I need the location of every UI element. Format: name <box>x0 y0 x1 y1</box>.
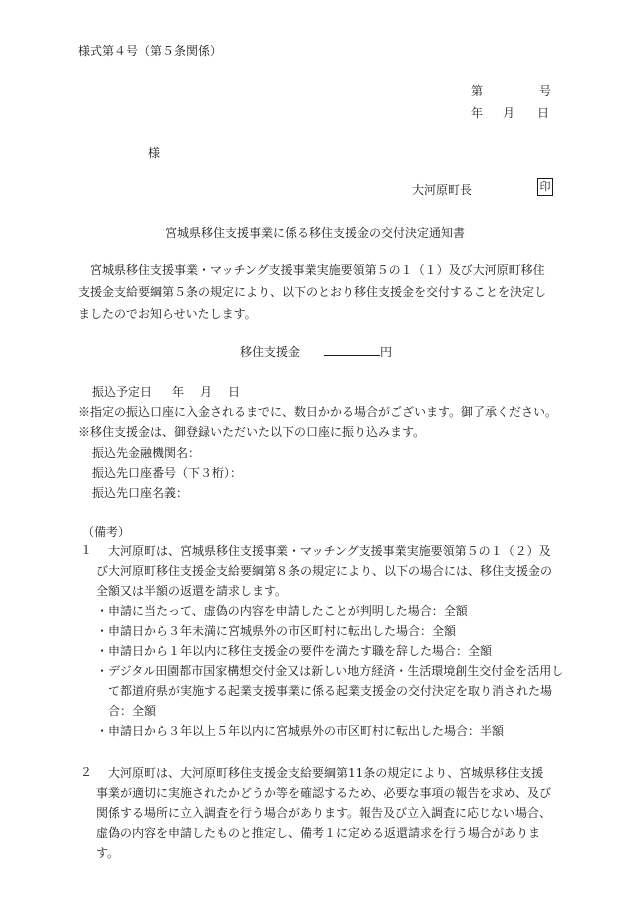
remark-1-bullet: ・申請日から３年以上５年以内に宮城県外の市区町村に転出した場合：半額 <box>96 724 505 738</box>
date-month: 月 <box>503 106 516 120</box>
amount-row <box>240 343 392 360</box>
sender-name: 大河原町長 <box>412 183 473 197</box>
account-number-field: 振込先口座番号（下３桁）： <box>92 466 243 480</box>
amount-blank <box>324 343 380 356</box>
date-day: 日 <box>537 106 550 120</box>
transfer-note-2: ※移住支援金は、御登録いただいた以下の口座に振り込みます。 <box>78 425 426 439</box>
remark-1-number: １ <box>80 543 93 557</box>
remark-2-number: ２ <box>80 765 93 779</box>
form-number: 様式第４号（第５条関係） <box>78 44 223 58</box>
transfer-date-row <box>92 383 240 400</box>
remark-1-bullet: ・申請に当たって、虚偽の内容を申請したことが判明した場合：全額 <box>96 604 468 618</box>
document-date <box>471 104 549 121</box>
transfer-year: 年 <box>172 385 185 399</box>
remark-1-bullet: ・デジタル田園都市国家構想交付金又は新しい地方経済・生活環境創生交付金を活用して都道府県が実施する起業支援事業に係る起業支援金の交付決定を取り消された場合：全額 <box>96 664 564 718</box>
remark-1-bullet: ・申請日から３年未満に宮城県外の市区町村に転出した場合：全額 <box>96 624 457 638</box>
body-paragraph: 宮城県移住支援事業・マッチング支援事業実施要領第５の１（１）及び大河原町移住支援金支給要綱第５条の規定により、以下のとおり移住支援金を交付することを決定しましたのでお知らせいたします。 <box>78 263 547 321</box>
bank-name-field: 振込先金融機関名： <box>92 446 201 460</box>
amount-label: 移住支援金 <box>240 345 301 359</box>
transfer-day: 日 <box>228 385 241 399</box>
document-number <box>471 82 551 99</box>
remarks-heading: （備考） <box>82 525 131 539</box>
remark-1-text: 大河原町は、宮城県移住支援事業・マッチング支援事業実施要領第５の１（２）及び大河原町移住支援金支給要綱第８条の規定により、以下の場合には、移住支援金の全額又は半額の返還を請求します。 <box>96 544 553 598</box>
transfer-note-1: ※指定の振込口座に入金されるまでに、数日かかる場合がございます。御了承ください。 <box>78 405 558 419</box>
number-suffix: 号 <box>539 84 552 98</box>
date-year: 年 <box>471 106 484 120</box>
transfer-month: 月 <box>200 385 213 399</box>
addressee: 様 <box>148 146 161 160</box>
seal-box: 印 <box>537 178 553 196</box>
transfer-date-label: 振込予定日 <box>92 385 153 399</box>
number-label: 第 <box>471 84 484 98</box>
remark-2-text: 大河原町は、大河原町移住支援金支給要綱第11条の規定により、宮城県移住支援事業が適切に実施されたかどうか等を確認するため、必要な事項の報告を求め、及び関係する場所に立入調査を行う場合があります。報告及び立入調査に応じない場合、虚偽の内容を申請したものと推定し、備考１に定める返還請求を行う場合があります。 <box>96 766 552 860</box>
notice-title: 宮城県移住支援事業に係る移住支援金の交付決定通知書 <box>164 226 465 240</box>
amount-unit: 円 <box>380 345 393 359</box>
remark-1-bullet: ・申請日から１年以内に移住支援金の要件を満たす職を辞した場合：全額 <box>96 644 493 658</box>
account-name-field: 振込先口座名義： <box>92 486 189 500</box>
